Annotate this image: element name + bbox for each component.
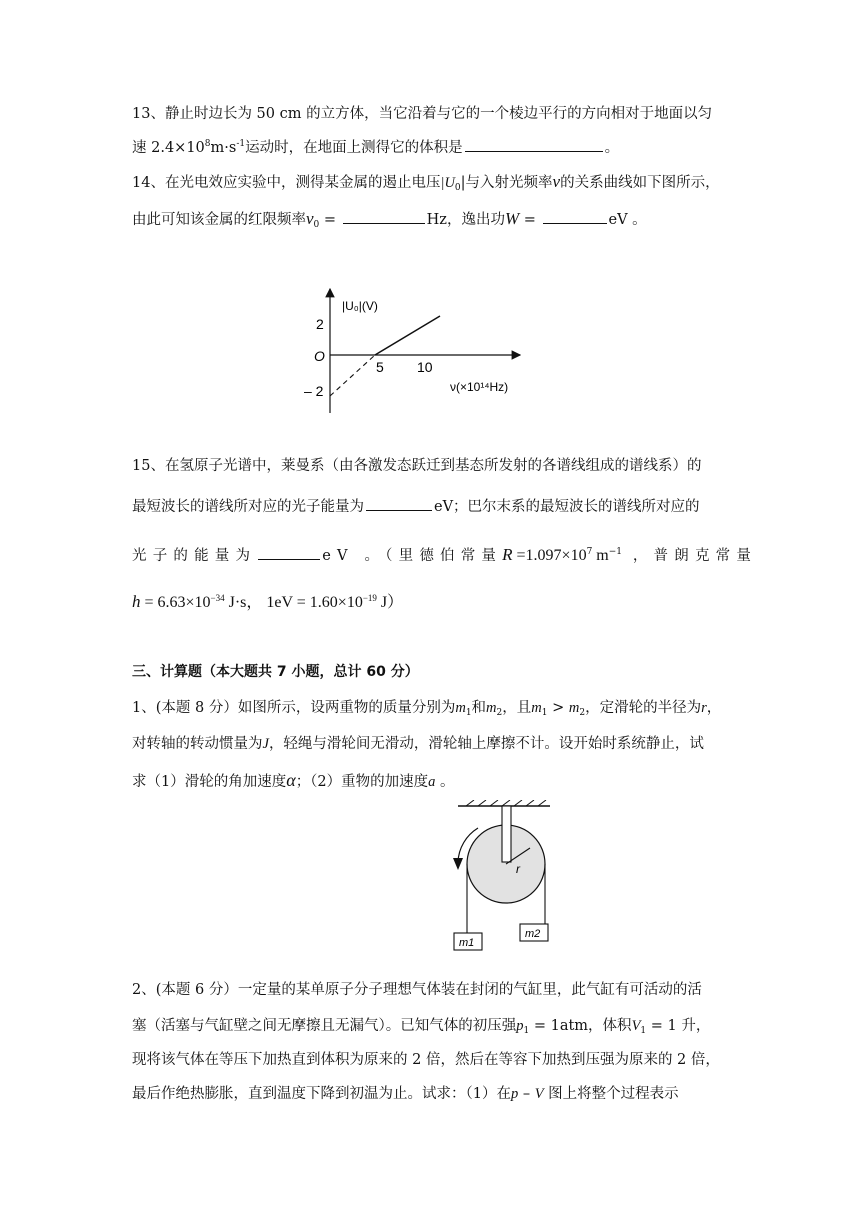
mass-m2-label: m2 <box>525 928 541 940</box>
mass-m1-label: m1 <box>459 937 475 949</box>
q14-ev: eV 。 <box>608 212 647 228</box>
q15-h-unit: J·s， 1eV = 1.60×10 <box>224 594 363 611</box>
p2-p: p <box>510 1086 519 1102</box>
p2-V1-sub: 1 <box>640 1026 647 1036</box>
section-3-heading <box>132 662 737 682</box>
q15-R-exp: 7 <box>586 547 593 557</box>
q14-eq: = <box>319 212 341 228</box>
p1-m1-sub: 1 <box>465 708 472 718</box>
p2-p1: p <box>516 1018 524 1034</box>
q15-text-4: 光子的能量为 <box>132 548 257 564</box>
p1-m2: m <box>486 700 497 716</box>
p1-text-7: 。 <box>435 774 455 790</box>
q15-R-unit-exp: −1 <box>608 547 623 557</box>
q15-e-unit: J） <box>376 594 404 611</box>
q15-line-3 <box>132 542 758 566</box>
q15-text-6: ，普朗克常量 <box>622 548 758 564</box>
x-axis-label: ν(×10¹⁴Hz) <box>450 380 509 394</box>
q14-freq-blank[interactable] <box>343 208 425 224</box>
p2-p1-sub: 1 <box>523 1026 530 1036</box>
q14-hz: Hz，逸出功 <box>426 212 505 228</box>
p2-text: 2、(本题 6 分）一定量的某单原子分子理想气体装在封闭的气缸里，此气缸有可活动的活 <box>132 982 702 998</box>
p2-line-3 <box>132 1050 737 1070</box>
q15-text-2: 最短波长的谱线所对应的光子能量为 <box>132 499 364 515</box>
p1-text-3: 对转轴的转动惯量为 <box>132 736 263 752</box>
q14-w: W <box>504 209 520 228</box>
q13-unit: m·s <box>210 140 237 156</box>
q13-line-2 <box>132 134 737 158</box>
tick-x-10: 10 <box>417 359 433 375</box>
p1-r: r <box>701 700 707 716</box>
q15-text: 15、在氢原子光谱中，莱曼系（由各激发态跃迁到基态所发射的各谱线组成的谱线系）的 <box>132 458 702 474</box>
q15-line-4 <box>132 588 737 613</box>
q14-text-2: 与入射光频率 <box>465 175 553 191</box>
q15-h-exp: −34 <box>210 593 225 603</box>
p1-and2: ，且 <box>502 700 532 716</box>
q13-period: 。 <box>604 140 620 156</box>
p2-dash: – <box>518 1086 535 1102</box>
q14-v0: ν <box>306 209 314 228</box>
p1-text-6: ；（2）重物的加速度 <box>295 774 429 790</box>
tick-y-neg-2: – 2 <box>304 383 324 399</box>
p2-V1: V <box>631 1018 641 1034</box>
p1-text-5: 求（1）滑轮的角加速度 <box>132 774 287 790</box>
p1-m2b: m <box>568 700 580 716</box>
q15-R-value: =1.097×10 <box>512 547 587 564</box>
data-line <box>375 316 440 355</box>
p2-text-3: = 1atm，体积 <box>529 1018 632 1034</box>
q15-text-5: eV 。（里德伯常量 <box>322 548 503 564</box>
p2-text-7: 图上将整个过程表示 <box>543 1086 679 1102</box>
q13-unit-exp: -1 <box>236 139 246 149</box>
q14-work-blank[interactable] <box>543 208 607 224</box>
q14-nu: ν <box>552 172 561 191</box>
q13-exp: 8 <box>204 139 211 149</box>
q14-text-4: 由此可知该金属的红限频率 <box>132 212 306 228</box>
radius-label: r <box>516 862 520 876</box>
pulley-figure <box>440 800 560 952</box>
p1-line-2 <box>132 734 737 754</box>
p2-text-5: 现将该气体在等压下加热直到体积为原来的 2 倍，然后在等容下加热到压强为原来的 2 倍， <box>132 1052 720 1068</box>
rotation-arrowhead <box>453 858 463 870</box>
q14-v0-sub: 0 <box>313 220 320 230</box>
extrapolation-dashed-line <box>330 355 375 396</box>
p1-alpha: α <box>286 770 296 790</box>
q14-u0: |U <box>440 175 455 191</box>
section-3-title: 三、计算题（本大题共 7 小题，总计 60 分） <box>132 664 419 680</box>
y-axis-label: |U₀|(V) <box>342 299 378 313</box>
q15-line-1 <box>132 456 737 476</box>
p1-and: 和 <box>471 700 487 716</box>
p1-gt: > <box>547 700 569 716</box>
p1-J: J <box>262 736 269 752</box>
q15-balmer-blank[interactable] <box>258 544 320 560</box>
q14-text: 14、在光电效应实验中，测得某金属的遏止电压 <box>132 175 441 191</box>
p2-V: V <box>534 1086 544 1102</box>
p2-text-2: 塞（活塞与气缸壁之间无摩擦且无漏气）。已知气体的初压强 <box>132 1018 517 1034</box>
q15-h-value: = 6.63×10 <box>140 594 211 611</box>
q14-line-2 <box>132 208 737 235</box>
p2-line-4 <box>132 1084 737 1104</box>
p1-m1b: m <box>531 700 542 716</box>
origin-label: O <box>314 348 325 364</box>
q14-u0-sub: 0 <box>454 183 461 193</box>
q15-line-2 <box>132 495 737 517</box>
p1-m2-sub: 2 <box>496 708 503 718</box>
q15-R: R <box>502 545 513 564</box>
p1-m2b-sub: 2 <box>579 708 586 718</box>
p1-m1: m <box>455 700 466 716</box>
p1-m1b-sub: 1 <box>541 708 548 718</box>
q14-text-3: 的关系曲线如下图所示， <box>560 175 720 191</box>
tick-x-5: 5 <box>376 359 384 375</box>
tick-y-2: 2 <box>316 316 324 332</box>
p2-line-1 <box>132 980 737 1000</box>
p2-text-6: 最后作绝热膨胀，直到温度下降到初温为止。试求：（1）在 <box>132 1086 511 1102</box>
p1-text-2: ，定滑轮的半径为 <box>585 700 702 716</box>
p2-text-4: = 1 升， <box>646 1018 711 1034</box>
p1-text: 1、(本题 8 分）如图所示，设两重物的质量分别为 <box>132 700 456 716</box>
q14-line-1 <box>132 172 737 198</box>
q15-e-exp: −19 <box>362 593 377 603</box>
q13-line-1 <box>132 104 737 124</box>
q14-eq2: = <box>519 212 541 228</box>
p1-a: a <box>428 774 436 790</box>
p1-text-4: ，轻绳与滑轮间无滑动，滑轮轴上摩擦不计。设开始时系统静止，试 <box>268 736 704 752</box>
p2-line-2 <box>132 1016 737 1041</box>
q15-text-3: eV；巴尔末系的最短波长的谱线所对应的 <box>434 499 700 515</box>
q13-speed: 速 2.4×10 <box>132 140 205 156</box>
q15-lyman-blank[interactable] <box>366 495 432 511</box>
q13-text: 13、静止时边长为 50 cm 的立方体，当它沿着与它的一个棱边平行的方向相对于地面以匀 <box>132 106 713 122</box>
p1-line-1 <box>132 698 737 723</box>
q15-R-unit: m <box>592 547 609 564</box>
pulley-support <box>502 806 511 862</box>
q14-graph <box>296 283 536 418</box>
ceiling-hatch <box>466 800 546 806</box>
p1-line-3 <box>132 770 737 792</box>
q13-text-2: 运动时，在地面上测得它的体积是 <box>245 140 463 156</box>
q13-answer-blank[interactable] <box>465 136 603 152</box>
p1-comma: ， <box>706 700 722 716</box>
q14-u0-end: | <box>460 175 466 191</box>
q15-h: h <box>132 592 141 611</box>
